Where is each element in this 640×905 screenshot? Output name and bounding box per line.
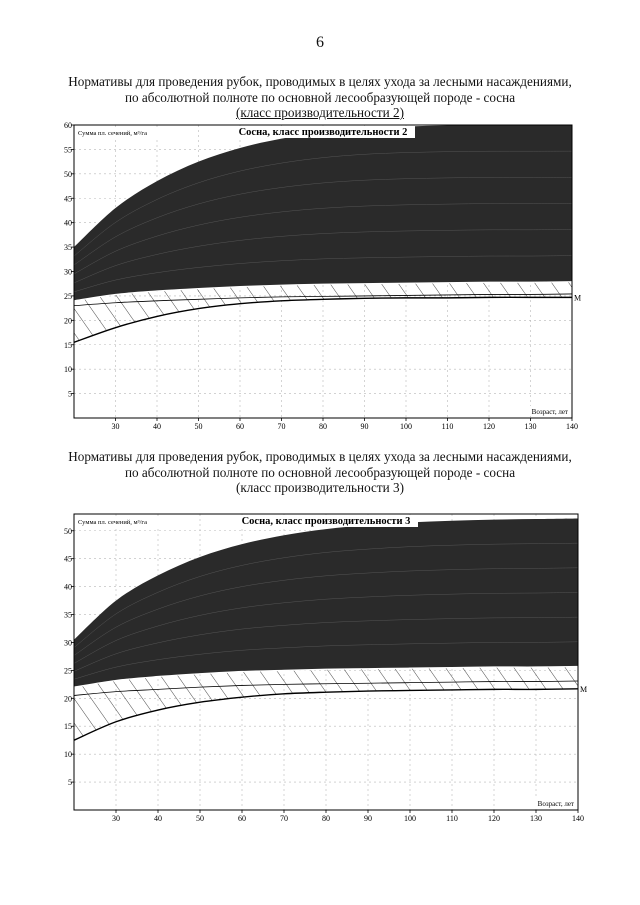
- x-tick-label: 40: [153, 422, 161, 431]
- x-tick-label: 80: [319, 422, 327, 431]
- y-tick-label: 15: [64, 340, 72, 350]
- heading-line-2: по абсолютной полноте по основной лесообразующей породе - сосна: [124, 89, 516, 105]
- x-tick-label: 110: [441, 422, 454, 431]
- heading-line-3: (класс производительности 3): [235, 480, 404, 495]
- dark-band: [74, 518, 578, 687]
- y-tick-label: 30: [64, 267, 72, 277]
- y-tick-label: 10: [64, 365, 72, 375]
- x-tick-label: 30: [111, 422, 120, 431]
- page-number: 6: [316, 34, 324, 51]
- x-axis-label: Возраст, лет: [531, 408, 568, 416]
- y-tick-label: 30: [64, 638, 72, 648]
- x-tick-label: 60: [238, 814, 246, 823]
- x-tick-label: 140: [566, 422, 578, 431]
- y-tick-label: 45: [64, 554, 72, 564]
- y-axis-label: Сумма пл. сечений, м³/га: [78, 519, 147, 526]
- y-tick-label: 35: [64, 243, 72, 253]
- y-tick-label: 15: [64, 722, 72, 732]
- y-tick-label: 5: [68, 778, 72, 788]
- chart-2-heading: [30, 449, 610, 496]
- x-axis-label: Возраст, лет: [537, 800, 574, 808]
- y-tick-label: 35: [64, 610, 72, 620]
- y-tick-label: 55: [64, 145, 72, 155]
- curve-m-label: М: [580, 684, 588, 694]
- x-tick-label: 100: [404, 814, 416, 823]
- y-tick-label: 60: [64, 121, 72, 130]
- chart-2-svg: [60, 508, 595, 830]
- heading-line-1: Нормативы для проведения рубок, проводимых в целях ухода за лесными насаждениями,: [68, 449, 572, 464]
- chart-pine-class-3: [60, 508, 595, 830]
- x-tick-label: 140: [572, 814, 584, 823]
- plot-area: [74, 518, 578, 740]
- x-tick-label: 90: [364, 814, 372, 823]
- curve-m-label: М: [574, 293, 582, 303]
- y-tick-label: 5: [68, 389, 72, 399]
- x-tick-label: 70: [280, 814, 288, 823]
- x-tick-label: 90: [360, 422, 369, 431]
- x-tick-label: 130: [524, 422, 537, 431]
- y-tick-label: 50: [64, 169, 72, 179]
- y-tick-label: 40: [64, 582, 72, 592]
- x-tick-label: 40: [154, 814, 162, 823]
- heading-line-3: (класс производительности 2): [235, 105, 404, 120]
- x-tick-label: 50: [196, 814, 204, 823]
- x-tick-label: 130: [530, 814, 542, 823]
- y-tick-label: 45: [64, 194, 72, 204]
- heading-line-1: Нормативы для проведения рубок, проводимых в целях ухода за лесными насаждениями,: [68, 74, 572, 89]
- y-tick-label: 10: [64, 750, 72, 760]
- chart-1-heading: [30, 74, 610, 121]
- x-tick-label: 70: [277, 422, 286, 431]
- x-tick-label: 100: [400, 422, 412, 431]
- chart-1-svg: [60, 118, 585, 438]
- x-tick-label: 30: [112, 814, 120, 823]
- y-tick-label: 25: [64, 666, 72, 676]
- plot-area: [74, 125, 572, 342]
- chart-title: Сосна, класс производительности 2: [238, 127, 408, 138]
- x-tick-label: 80: [322, 814, 330, 823]
- y-tick-label: 20: [64, 316, 72, 326]
- x-tick-label: 60: [236, 422, 244, 431]
- heading-line-2: по абсолютной полноте по основной лесообразующей породе - сосна: [124, 464, 516, 480]
- x-tick-label: 110: [446, 814, 458, 823]
- y-tick-label: 20: [64, 694, 72, 704]
- y-tick-label: 40: [64, 218, 72, 228]
- y-tick-label: 25: [64, 291, 72, 301]
- chart-title: Сосна, класс производительности 3: [241, 516, 411, 527]
- chart-pine-class-2: [60, 118, 585, 438]
- y-axis-label: Сумма пл. сечений, м³/га: [78, 130, 147, 137]
- x-tick-label: 50: [194, 422, 203, 431]
- x-tick-label: 120: [488, 814, 500, 823]
- y-tick-label: 50: [64, 526, 72, 536]
- x-tick-label: 120: [483, 422, 495, 431]
